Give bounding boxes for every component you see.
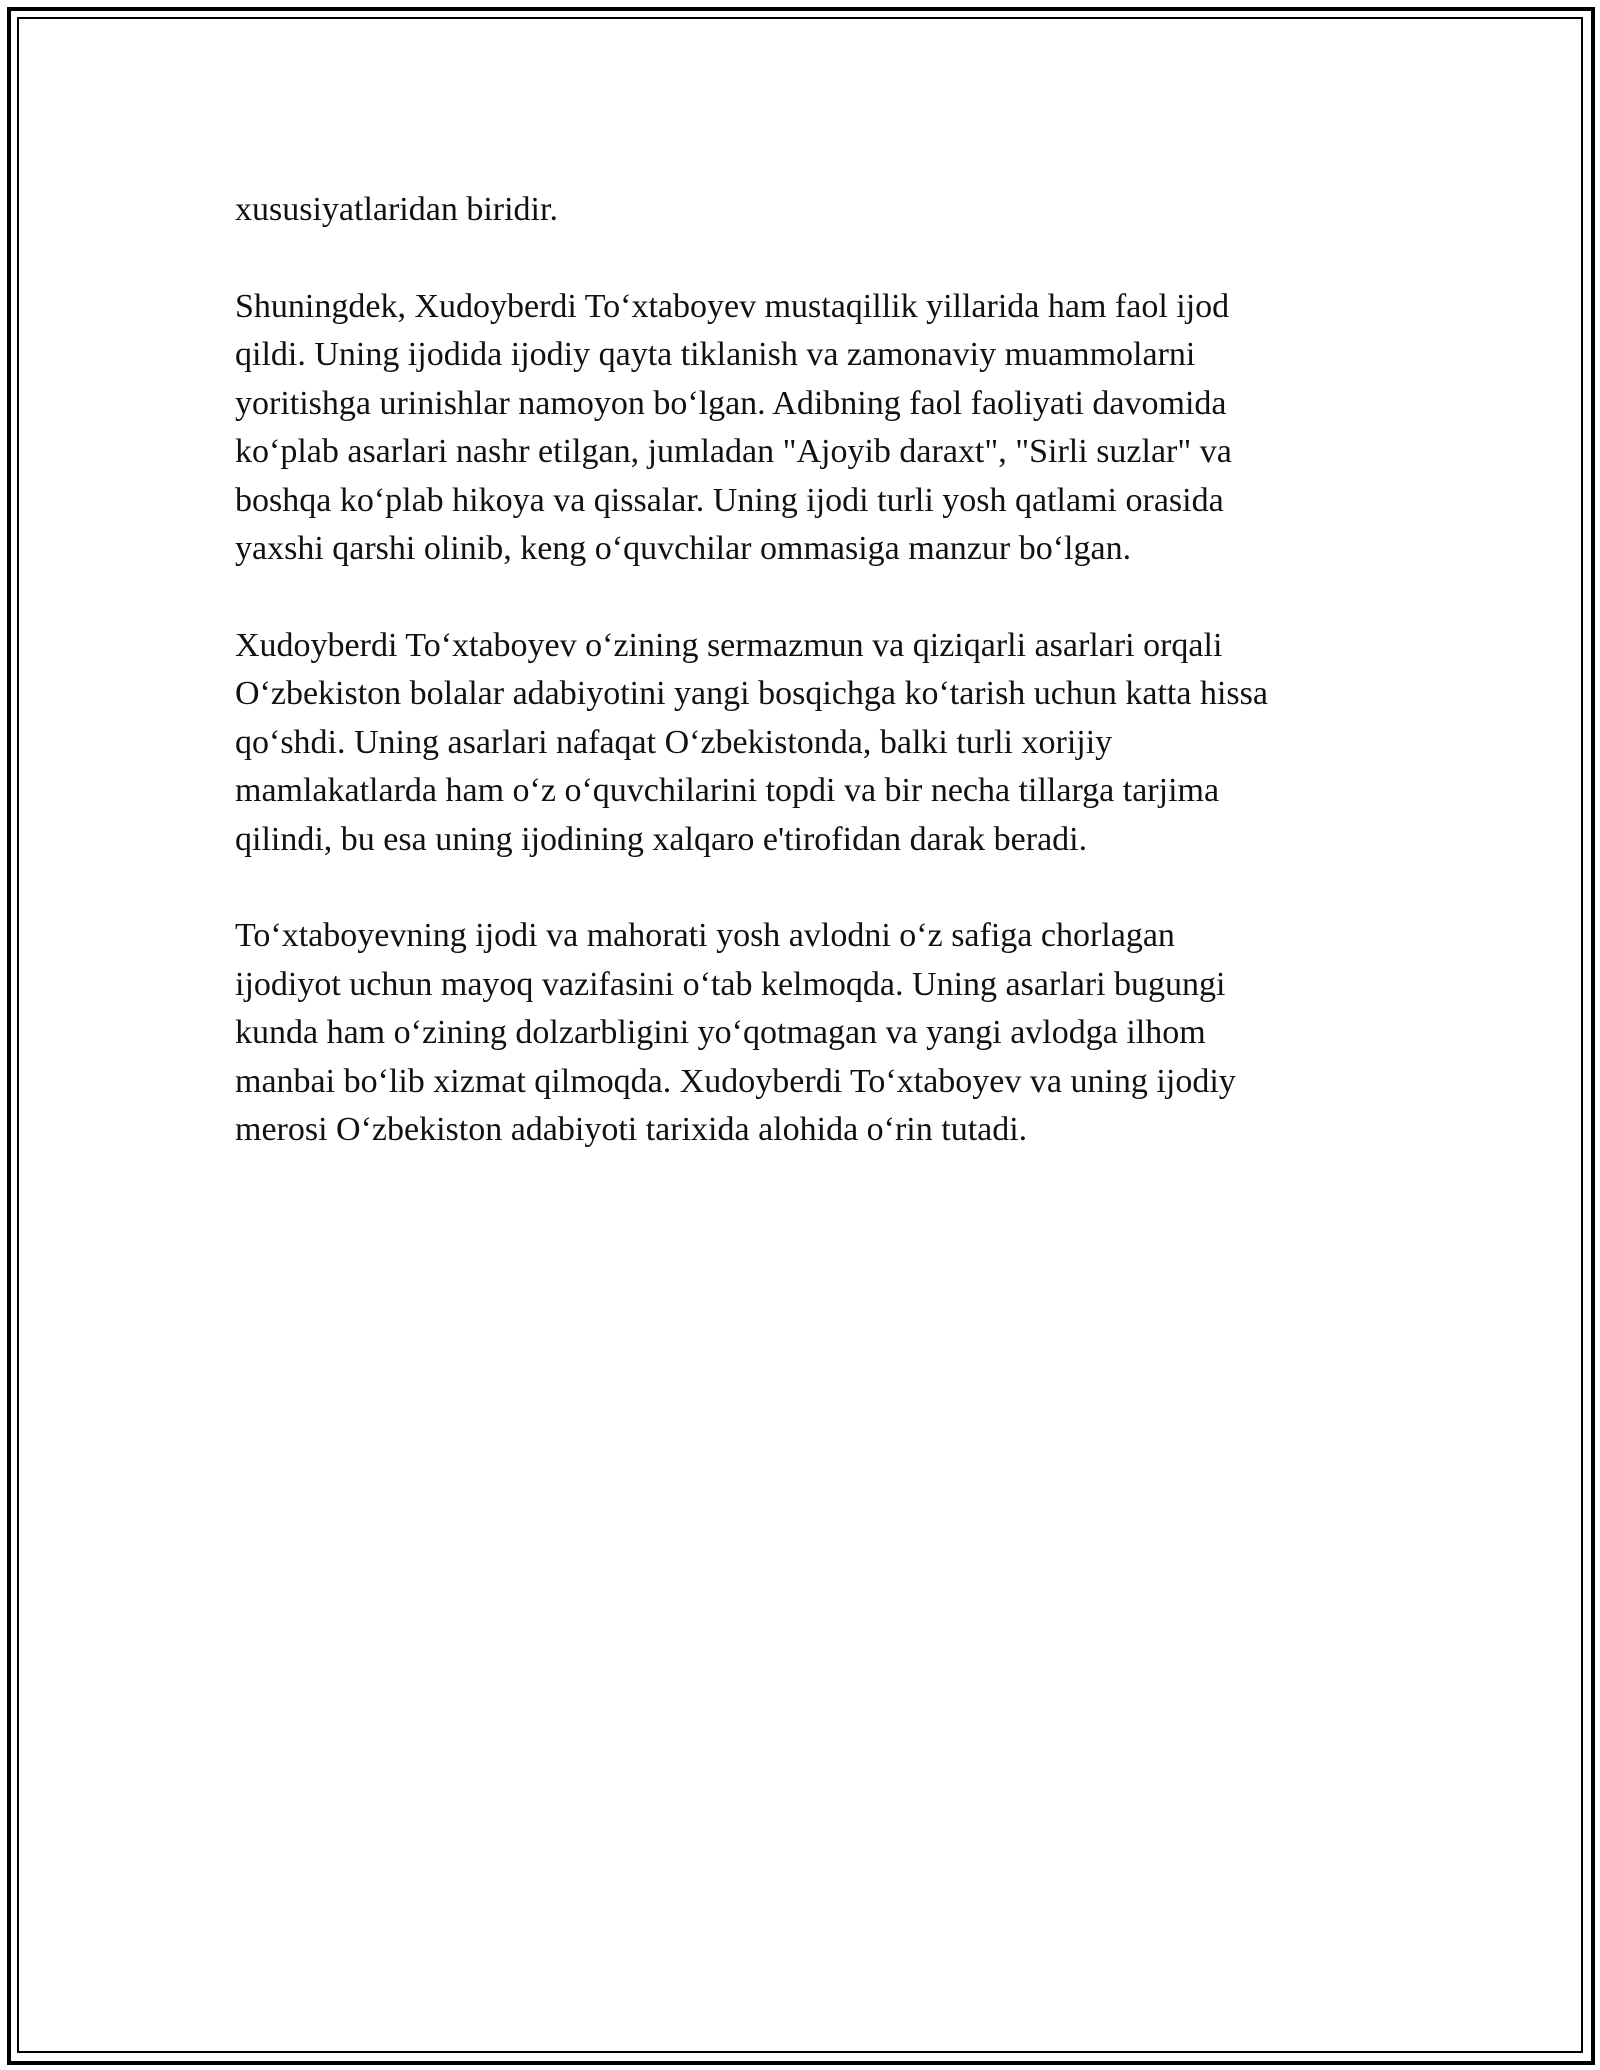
text-line: O‘zbekiston bolalar adabiyotini yangi bosqichga ko‘tarish uchun katta hissa [235, 675, 1268, 712]
text-line: Shuningdek, Xudoyberdi To‘xtaboyev mustaqillik yillarida ham faol ijod [235, 287, 1230, 325]
text-line: merosi O‘zbekiston adabiyoti tarixida alohida o‘rin tutadi. [235, 1111, 1028, 1148]
text-line: qildi. Uning ijodida ijodiy qayta tiklanish va zamonaviy muammolarni [235, 336, 1196, 373]
paragraph-4 [235, 912, 1365, 1155]
text-line: yaxshi qarshi olinib, keng o‘quvchilar ommasiga manzur bo‘lgan. [235, 530, 1132, 567]
text-line: boshqa ko‘plab hikoya va qissalar. Uning ijodi turli yosh qatlami orasida [235, 481, 1224, 519]
text-line: xususiyatlaridan biridir. [235, 191, 558, 228]
text-line: ko‘plab asarlari nashr etilgan, jumladan "Ajoyib daraxt", "Sirli suzlar" va [235, 433, 1232, 470]
text-line: mamlakatlarda ham o‘z o‘quvchilarini topdi va bir necha tillarga tarjima [235, 772, 1220, 809]
document-body [235, 186, 1365, 1203]
text-line: kunda ham o‘zining dolzarbligini yo‘qotmagan va yangi avlodga ilhom [235, 1014, 1206, 1051]
text-line: To‘xtaboyevning ijodi va mahorati yosh avlodni o‘z safiga chorlagan [235, 917, 1175, 954]
text-line: ijodiyot uchun mayoq vazifasini o‘tab kelmoqda. Uning asarlari bugungi [235, 965, 1226, 1003]
text-line: qilindi, bu esa uning ijodining xalqaro e'tirofidan darak beradi. [235, 820, 1088, 858]
paragraph-3 [235, 622, 1365, 865]
paragraph-1 [235, 186, 1365, 235]
text-line: manbai bo‘lib xizmat qilmoqda. Xudoyberdi To‘xtaboyev va uning ijodiy [235, 1062, 1236, 1100]
paragraph-2 [235, 283, 1365, 574]
text-line: qo‘shdi. Uning asarlari nafaqat O‘zbekistonda, balki turli xorijiy [235, 723, 1113, 761]
text-line: yoritishga urinishlar namoyon bo‘lgan. Adibning faol faoliyati davomida [235, 384, 1227, 422]
text-line: Xudoyberdi To‘xtaboyev o‘zining sermazmun va qiziqarli asarlari orqali [235, 626, 1223, 664]
